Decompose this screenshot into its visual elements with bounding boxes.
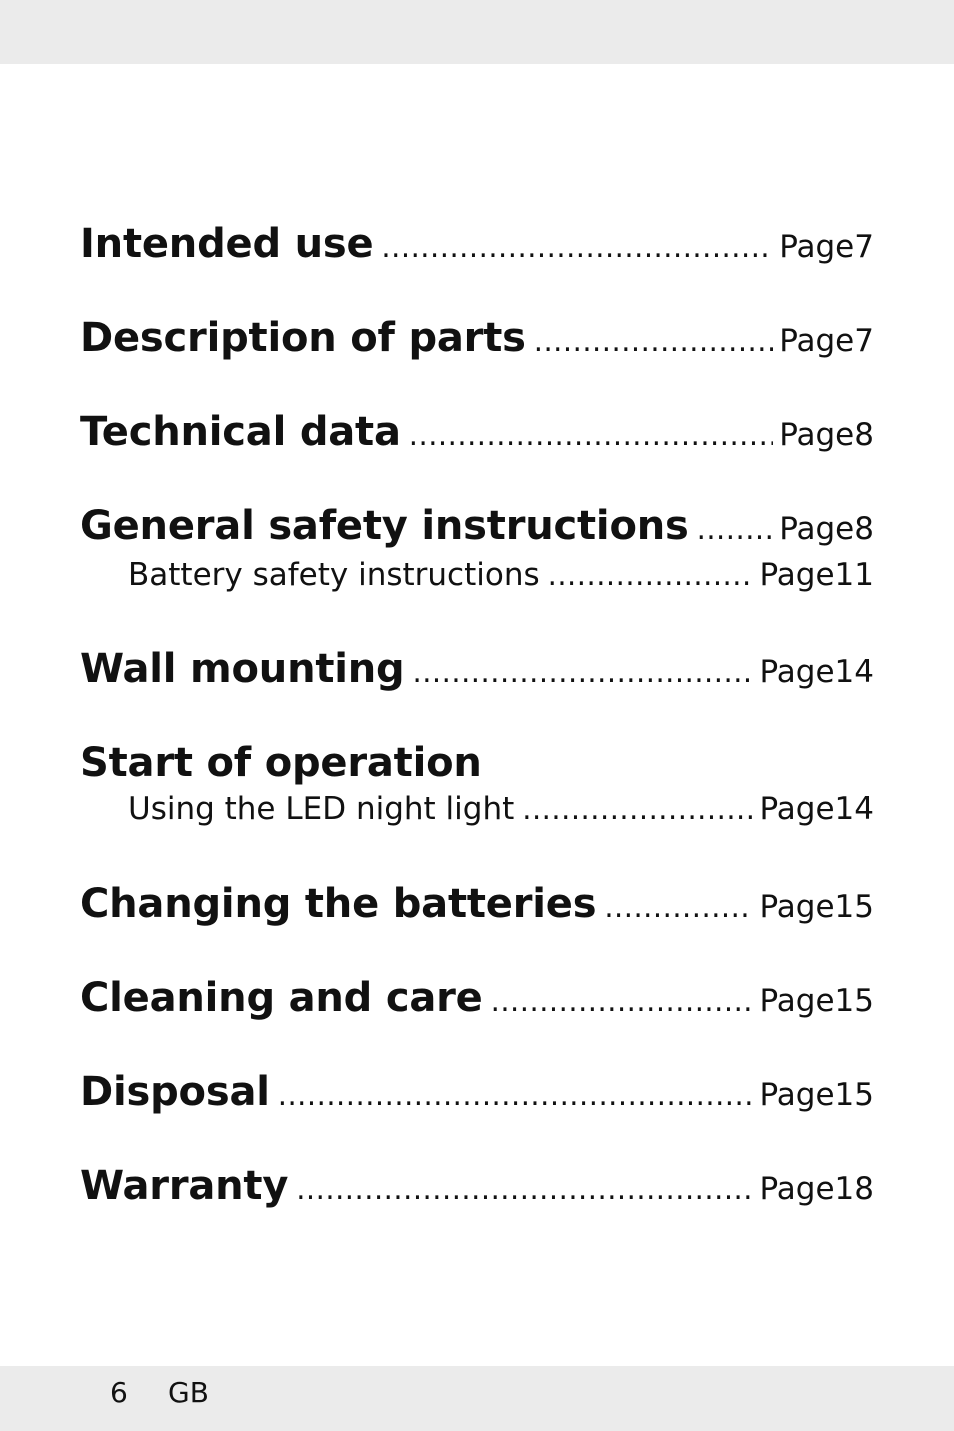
leader-dots bbox=[381, 233, 773, 262]
toc-entry-cleaning-and-care[interactable] bbox=[80, 975, 874, 1021]
page-label: Page bbox=[759, 791, 835, 827]
leader-dots bbox=[491, 987, 754, 1016]
toc-entry-title: Wall mounting bbox=[80, 646, 405, 692]
footer-band bbox=[0, 1366, 954, 1431]
toc-entry-start-of-operation[interactable] bbox=[80, 740, 874, 786]
page-label: Page bbox=[759, 983, 835, 1019]
page-number: 15 bbox=[834, 983, 874, 1019]
page-number: 15 bbox=[834, 1077, 874, 1113]
page-number: 8 bbox=[854, 417, 874, 453]
toc-entry-disposal[interactable] bbox=[80, 1069, 874, 1115]
footer-language-code: GB bbox=[168, 1376, 209, 1409]
toc-subentry-title: Using the LED night light bbox=[128, 791, 515, 827]
page-label: Page bbox=[779, 417, 855, 453]
toc-entry-title: Intended use bbox=[80, 221, 374, 267]
leader-dots bbox=[697, 515, 774, 544]
page-label: Page bbox=[759, 1171, 835, 1207]
toc-entry-technical-data[interactable] bbox=[80, 409, 874, 455]
leader-dots bbox=[296, 1175, 753, 1204]
toc-entry-title: General safety instructions bbox=[80, 503, 689, 549]
page-label: Page bbox=[779, 511, 855, 547]
leader-dots bbox=[278, 1081, 754, 1110]
toc-subentry-battery-safety-instructions[interactable] bbox=[80, 557, 874, 593]
page-label: Page bbox=[759, 654, 835, 690]
toc-entry-changing-the-batteries[interactable] bbox=[80, 881, 874, 927]
page-number: 15 bbox=[834, 889, 874, 925]
leader-dots bbox=[409, 421, 773, 450]
toc-entry-title: Changing the batteries bbox=[80, 881, 597, 927]
leader-dots bbox=[522, 795, 753, 824]
toc-entry-title: Cleaning and care bbox=[80, 975, 483, 1021]
page-label: Page bbox=[759, 889, 835, 925]
toc-entry-description-of-parts[interactable] bbox=[80, 315, 874, 361]
page-label: Page bbox=[759, 557, 835, 593]
page-number: 11 bbox=[834, 557, 874, 593]
page-number: 14 bbox=[834, 791, 874, 827]
leader-dots bbox=[604, 893, 753, 922]
toc-entry-general-safety-instructions[interactable] bbox=[80, 503, 874, 549]
footer-page-number: 6 bbox=[110, 1376, 128, 1409]
page-label: Page bbox=[779, 229, 855, 265]
page-number: 14 bbox=[834, 654, 874, 690]
page-label: Page bbox=[759, 1077, 835, 1113]
page-number: 18 bbox=[834, 1171, 874, 1207]
leader-dots bbox=[413, 658, 754, 687]
leader-dots bbox=[534, 327, 773, 356]
toc-entry-title: Description of parts bbox=[80, 315, 526, 361]
toc-subentry-using-the-led-night-light[interactable] bbox=[80, 791, 874, 827]
toc-entry-title: Start of operation bbox=[80, 740, 482, 786]
page-number: 8 bbox=[854, 511, 874, 547]
page-number: 7 bbox=[854, 323, 874, 359]
toc-entry-intended-use[interactable] bbox=[80, 221, 874, 267]
page-label: Page bbox=[779, 323, 855, 359]
toc-entry-title: Warranty bbox=[80, 1163, 289, 1209]
toc-entry-wall-mounting[interactable] bbox=[80, 646, 874, 692]
toc-entry-title: Technical data bbox=[80, 409, 401, 455]
header-band bbox=[0, 0, 954, 64]
toc-entry-title: Disposal bbox=[80, 1069, 270, 1115]
toc-subentry-title: Battery safety instructions bbox=[128, 557, 540, 593]
toc-entry-warranty[interactable] bbox=[80, 1163, 874, 1209]
page-number: 7 bbox=[854, 229, 874, 265]
leader-dots bbox=[548, 561, 754, 590]
